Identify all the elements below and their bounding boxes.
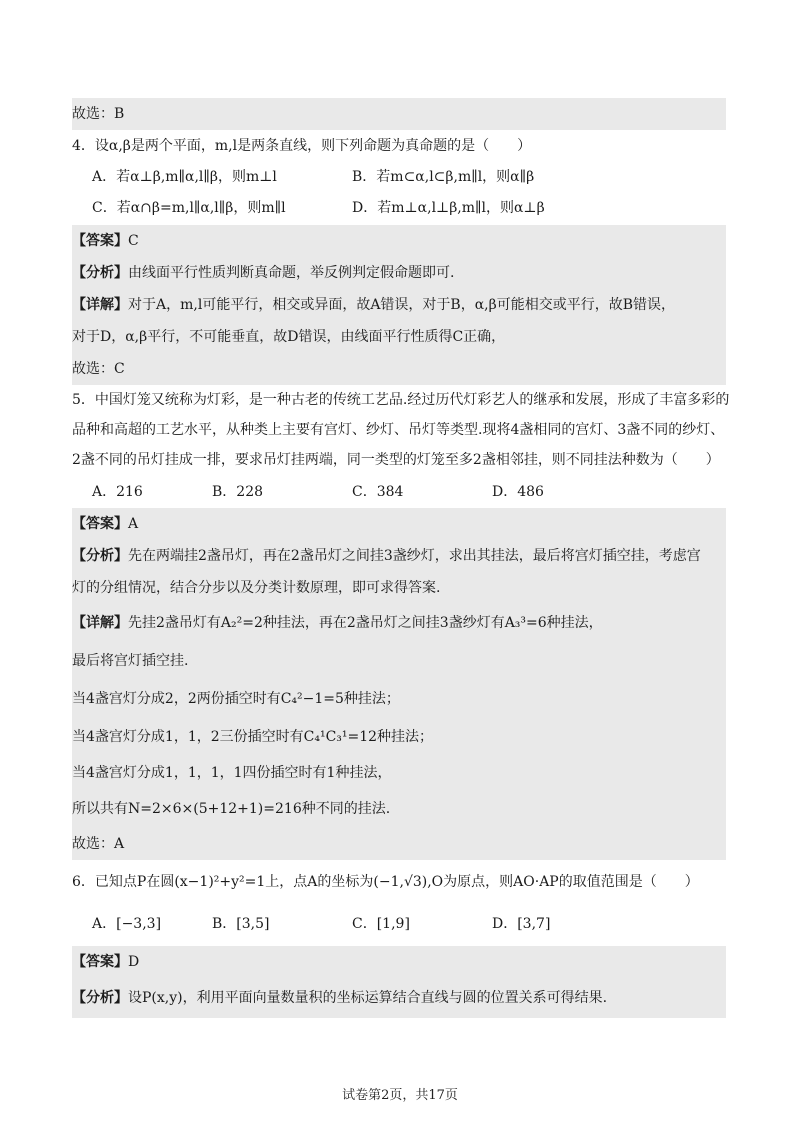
answer-label: 【答案】 xyxy=(72,233,128,249)
analysis-label: 【分析】 xyxy=(72,548,128,564)
q6-analysis xyxy=(72,978,726,1018)
q4-answer xyxy=(72,225,726,257)
q4-analysis xyxy=(72,257,726,289)
q5-stem-3: 2盏不同的吊灯挂成一排，要求吊灯挂两端，同一类型的灯笼至多2盏相邻挂，则不同挂法种数为（ ） xyxy=(72,452,720,468)
analysis-text: 设P(x,y)，利用平面向量数量积的坐标运算结合直线与圆的位置关系可得结果. xyxy=(128,990,608,1006)
answer-value: A xyxy=(128,516,139,532)
detail-label: 【详解】 xyxy=(72,615,128,631)
q6-option-b: B．[3,5] xyxy=(212,916,270,932)
q6-option-a: A．[−3,3] xyxy=(92,916,162,932)
answer-value: C xyxy=(128,233,139,249)
q5-analysis-2: 灯的分组情况，结合分步以及分类计数原理，即可求得答案. xyxy=(72,572,726,604)
analysis-text: 先在两端挂2盏吊灯，再在2盏吊灯之间挂3盏纱灯，求出其挂法，最后将宫灯插空挂，考虑宫 xyxy=(128,548,701,564)
analysis-label: 【分析】 xyxy=(72,990,128,1006)
q6-option-c: C．[1,9] xyxy=(352,916,410,932)
q5-answer xyxy=(72,508,726,540)
q5-detail-3: 当4盏宫灯分成2，2两份插空时有C₄²−1=5种挂法； xyxy=(72,680,726,718)
q4-option-b: B．若m⊂α,l⊂β,m∥l，则α∥β xyxy=(352,169,535,185)
q4-option-c: C．若α∩β=m,l∥α,l∥β，则m∥l xyxy=(92,200,286,216)
q5-stem-2: 品种和高超的工艺水平，从种类上主要有宫灯、纱灯、吊灯等类型.现将4盏相同的宫灯、3盏不同的纱灯、 xyxy=(72,422,725,438)
answer-value: D xyxy=(128,954,140,970)
q5-option-d: D．486 xyxy=(492,484,544,500)
answer-label: 【答案】 xyxy=(72,954,128,970)
q6-option-d: D．[3,7] xyxy=(492,916,551,932)
q5-detail-5: 当4盏宫灯分成1，1，1，1四份插空时有1种挂法， xyxy=(72,756,726,790)
detail-text: 先挂2盏吊灯有A₂²=2种挂法，再在2盏吊灯之间挂3盏纱灯有A₃³=6种挂法， xyxy=(128,615,603,631)
q5-detail-6: 所以共有N=2×6×(5+12+1)=216种不同的挂法. xyxy=(72,790,726,828)
q5-detail-1 xyxy=(72,604,726,642)
q5-option-c: C．384 xyxy=(352,484,404,500)
q3-choice: 故选：B xyxy=(72,98,726,130)
q6-answer xyxy=(72,946,726,978)
q5-detail-4: 当4盏宫灯分成1，1，2三份插空时有C₄¹C₃¹=12种挂法； xyxy=(72,718,726,756)
q4-option-a: A．若α⊥β,m∥α,l∥β，则m⊥l xyxy=(92,169,277,185)
q4-stem: 4．设α,β是两个平面，m,l是两条直线，则下列命题为真命题的是（ ） xyxy=(72,138,532,154)
q4-option-d: D．若m⊥α,l⊥β,m∥l，则α⊥β xyxy=(352,200,545,216)
q5-stem-1: 5．中国灯笼又统称为灯彩，是一种古老的传统工艺品.经过历代灯彩艺人的继承和发展，形成了丰富多彩的 xyxy=(72,392,730,408)
detail-label: 【详解】 xyxy=(72,297,128,313)
q5-analysis-1 xyxy=(72,540,726,572)
q6-stem: 6．已知点P在圆(x−1)²+y²=1上，点A的坐标为(−1,√3),O为原点，则AO·AP的取值范围是（ ） xyxy=(72,874,699,890)
page-footer: 试卷第2页，共17页 xyxy=(342,1088,458,1103)
q4-choice: 故选：C xyxy=(72,353,726,385)
detail-text: 对于A，m,l可能平行，相交或异面，故A错误，对于B，α,β可能相交或平行，故B错误， xyxy=(128,297,675,313)
q5-detail-2: 最后将宫灯插空挂. xyxy=(72,642,726,680)
q5-choice: 故选：A xyxy=(72,828,726,860)
q5-option-a: A．216 xyxy=(92,484,143,500)
analysis-label: 【分析】 xyxy=(72,265,128,281)
q5-option-b: B．228 xyxy=(212,484,264,500)
answer-label: 【答案】 xyxy=(72,516,128,532)
q4-detail-1 xyxy=(72,289,726,321)
q4-detail-2: 对于D，α,β平行，不可能垂直，故D错误，由线面平行性质得C正确， xyxy=(72,321,726,353)
analysis-text: 由线面平行性质判断真命题，举反例判定假命题即可. xyxy=(128,265,455,281)
